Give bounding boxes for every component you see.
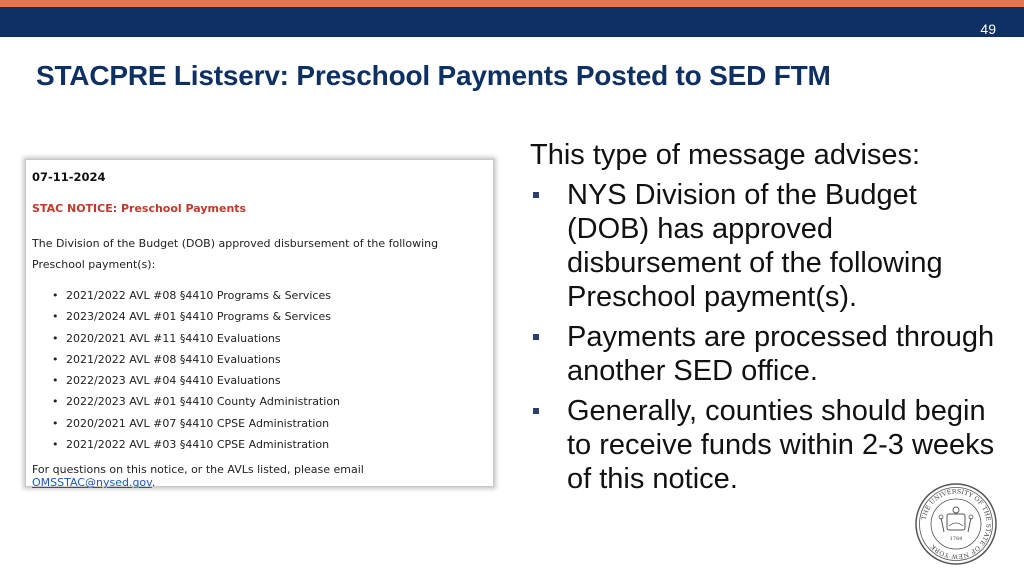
email-intro-text: The Division of the Budget (DOB) approved disbursement of the following Preschool payment(s): [32, 237, 439, 271]
square-bullet-icon [533, 408, 539, 414]
list-item: • 2021/2022 AVL #08 §4410 Evaluations [52, 349, 487, 370]
bullet-dot-icon: • [52, 331, 59, 345]
email-notice-heading: STAC NOTICE: Preschool Payments [32, 202, 247, 215]
list-item: • 2020/2021 AVL #07 §4410 CPSE Administration [52, 413, 487, 434]
list-item: NYS Division of the Budget (DOB) has approved disbursement of the following Preschool payment(s). [530, 178, 1000, 314]
bullet-dot-icon: • [52, 438, 59, 452]
list-item: • 2021/2022 AVL #03 §4410 CPSE Administration [52, 434, 487, 455]
bullet-dot-icon: • [52, 310, 59, 324]
square-bullet-icon [533, 334, 539, 340]
list-item: • 2022/2023 AVL #04 §4410 Evaluations [52, 370, 487, 391]
svg-text:1784: 1784 [949, 536, 963, 542]
email-date: 07-11-2024 [32, 170, 106, 184]
list-item: Payments are processed through another SED office. [530, 320, 1000, 388]
bullet-dot-icon: • [52, 352, 59, 366]
explanation-intro: This type of message advises: [530, 139, 921, 171]
square-bullet-icon [533, 192, 539, 198]
list-item: • 2023/2024 AVL #01 §4410 Programs & Services [52, 306, 487, 327]
list-item: • 2022/2023 AVL #01 §4410 County Administration [52, 391, 487, 412]
university-seal-logo [914, 482, 998, 566]
bullet-dot-icon: • [52, 416, 59, 430]
explanation-text [530, 138, 1000, 502]
list-item: • 2020/2021 AVL #11 §4410 Evaluations [52, 328, 487, 349]
payment-list [32, 285, 487, 455]
list-item: • 2021/2022 AVL #08 §4410 Programs & Services [52, 285, 487, 306]
list-item: Generally, counties should begin to receive funds within 2-3 weeks of this notice. [530, 394, 1000, 496]
explanation-bullets [530, 178, 1000, 496]
email-screenshot [25, 159, 494, 490]
bullet-dot-icon: • [52, 374, 59, 388]
svg-text:THE UNIVERSITY OF THE STATE OF: THE UNIVERSITY OF THE STATE OF NEW YORK [920, 488, 992, 560]
header-bar [0, 7, 1024, 37]
bullet-dot-icon: • [52, 395, 59, 409]
email-footer: For questions on this notice, or the AVLs listed, please email OMSSTAC@nysed.gov. [32, 463, 364, 490]
top-accent-stripe [0, 0, 1024, 7]
slide-title: STACPRE Listserv: Preschool Payments Posted to SED FTM [36, 60, 831, 91]
page-number: 49 [980, 21, 996, 37]
email-address-link[interactable]: OMSSTAC@nysed.gov [32, 476, 152, 490]
bullet-dot-icon: • [52, 289, 59, 302]
